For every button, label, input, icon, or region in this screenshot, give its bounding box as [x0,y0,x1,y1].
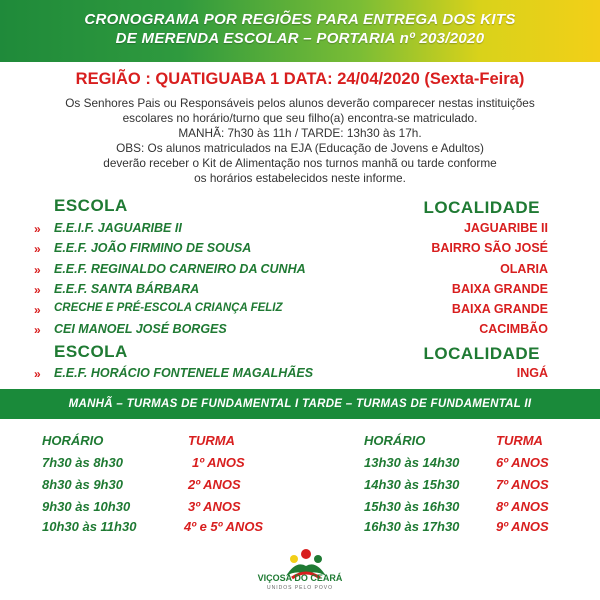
logo-tagline: UNIDOS PELO POVO [266,585,333,591]
schedule-class: 8º ANOS [496,499,549,514]
chevron-right-icon: » [34,222,41,236]
intro-line: Os Senhores Pais ou Responsáveis pelos alunos deverão comparecer nestas instituições [65,96,535,110]
school-location: BAIRRO SÃO JOSÉ [431,241,548,255]
escola-header: ESCOLA [54,342,128,361]
school-location: JAGUARIBE II [463,221,548,235]
schedule-class: 9º ANOS [496,519,549,534]
schedule-time: 7h30 às 8h30 [42,455,123,470]
school-row [34,302,548,322]
school-name: E.E.F. REGINALDO CARNEIRO DA CUNHA [54,262,306,276]
school-name: E.E.F. SANTA BÁRBARA [54,282,200,296]
escola-header: ESCOLA [54,196,128,215]
chevron-right-icon: » [34,367,41,381]
school-row [34,366,548,386]
school-row [34,241,548,261]
school-location: CACIMBÃO [479,322,548,336]
school-row [34,322,548,342]
schedule-class: 3º ANOS [188,499,241,514]
intro-line: escolares no horário/turno que seu filho(a) encontra-se matriculado. [122,111,478,125]
school-row [34,221,548,241]
schedule-time: 16h30 às 17h30 [364,519,460,534]
intro-line: os horários estabelecidos neste informe. [194,171,406,185]
school-name: CEI MANOEL JOSÉ BORGES [54,322,227,336]
localidade-header: LOCALIDADE [423,344,540,363]
school-location: BAIXA GRANDE [451,302,548,316]
header-title-line1: CRONOGRAMA POR REGIÕES PARA ENTREGA DOS KITS [84,11,516,28]
schedule-time: 15h30 às 16h30 [364,499,460,514]
schedule-class: 1º ANOS [192,455,245,470]
chevron-right-icon: » [34,303,41,317]
chevron-right-icon: » [34,242,41,256]
localidade-header: LOCALIDADE [423,198,540,217]
school-name: E.E.I.F. JAGUARIBE II [54,221,182,235]
header-title-line2: DE MERENDA ESCOLAR – PORTARIA nº 203/2020 [115,30,485,47]
shift-band: MANHÃ – TURMAS DE FUNDAMENTAL I TARDE – TURMAS DE FUNDAMENTAL II [0,389,600,419]
schedule-class: 2º ANOS [188,477,241,492]
turma-header: TURMA [496,433,543,448]
school-row [34,282,548,302]
intro-line: deverão receber o Kit de Alimentação nos turnos manhã ou tarde conforme [103,156,497,170]
chevron-right-icon: » [34,263,41,277]
schedule-time: 9h30 às 10h30 [42,499,131,514]
school-location: OLARIA [500,262,548,276]
horario-header: HORÁRIO [42,433,104,448]
header-banner [0,0,600,62]
schedule-time: 10h30 às 11h30 [42,519,137,534]
school-name: CRECHE E PRÉ-ESCOLA CRIANÇA FELIZ [54,302,283,314]
schedule-class: 7º ANOS [496,477,549,492]
horario-header: HORÁRIO [364,433,426,448]
school-row [34,262,548,282]
schedule-time: 13h30 às 14h30 [364,455,460,470]
school-location: INGÁ [516,366,548,380]
intro-text [0,96,600,186]
school-name: E.E.F. HORÁCIO FONTENELE MAGALHÃES [54,366,314,380]
region-date-line: REGIÃO : QUATIGUABA 1 DATA: 24/04/2020 (Sexta-Feira) [75,70,525,88]
schedule-class: 4º e 5º ANOS [184,519,264,534]
school-name: E.E.F. JOÃO FIRMINO DE SOUSA [54,241,252,255]
logo-name: VIÇOSA DO CEARÁ [257,573,343,583]
school-location: BAIXA GRANDE [451,282,548,296]
chevron-right-icon: » [34,283,41,297]
chevron-right-icon: » [34,323,41,337]
schedule-class: 6º ANOS [496,455,549,470]
schedule-time: 8h30 às 9h30 [42,477,123,492]
schedule-time: 14h30 às 15h30 [364,477,460,492]
intro-line: OBS: Os alunos matriculados na EJA (Educação de Jovens e Adultos) [116,141,484,155]
turma-header: TURMA [188,433,235,448]
intro-line: MANHÃ: 7h30 às 11h / TARDE: 13h30 às 17h. [178,126,422,140]
